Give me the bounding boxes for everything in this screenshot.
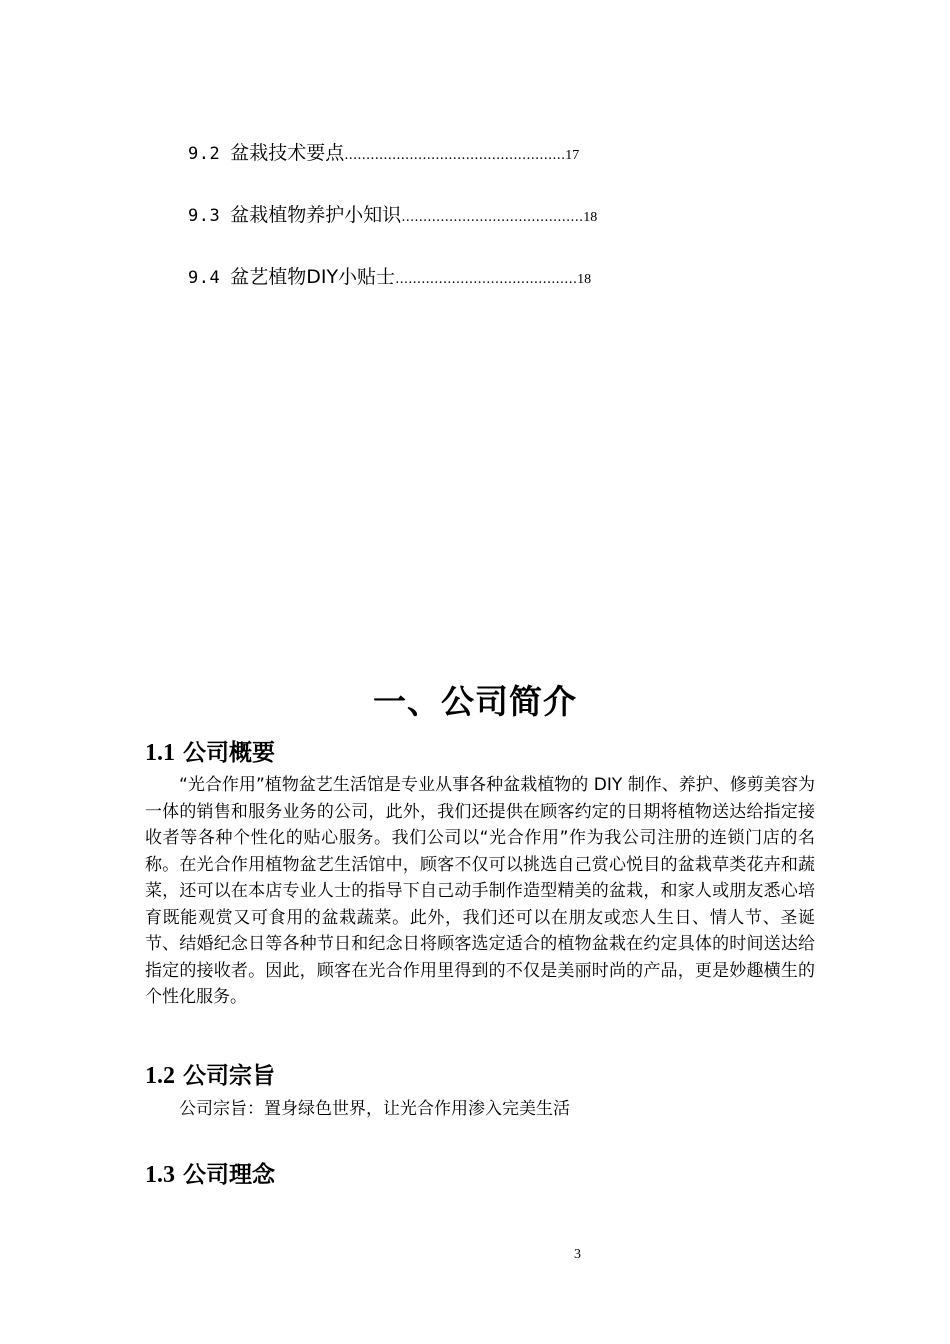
- section-title: 公司概要: [183, 740, 276, 766]
- toc-entry-title: 盆栽植物养护小知识: [230, 204, 402, 226]
- toc-entry-title: 盆艺植物DIY小贴士: [230, 266, 396, 288]
- section-heading-philosophy: [145, 1156, 275, 1189]
- page-number: 3: [574, 1247, 581, 1262]
- toc-entry-title: 盆栽技术要点: [230, 142, 345, 164]
- section-number: 1.2: [145, 1063, 175, 1089]
- toc-entry-page: 17: [565, 148, 580, 163]
- purpose-paragraph: 公司宗旨：置身绿色世界，让光合作用渗入完美生活: [179, 1099, 570, 1119]
- toc-entry-number: 9.2: [188, 144, 221, 164]
- chapter-title: 一、公司简介: [373, 682, 577, 721]
- toc-entry[interactable]: [188, 262, 708, 292]
- toc-entry[interactable]: [188, 138, 708, 168]
- toc-leader-dots: ……………………………………………: [344, 148, 566, 163]
- toc-entry-page: 18: [577, 272, 592, 287]
- section-heading-overview: [145, 734, 275, 767]
- toc-leader-dots: ……………………………………: [395, 272, 578, 287]
- overview-paragraph: “光合作用”植物盆艺生活馆是专业从事各种盆栽植物的 DIY 制作、养护、修剪美容为一体的销售和服务业务的公司，此外，我们还提供在顾客约定的日期将植物送达给指定接收者等各种个性化的贴心服务。我们公司以“光合作用”作为我公司注册的连锁门店的名称。在光合作用植物盆艺生活馆中，顾客不仅可以挑选自己赏心悦目的盆栽草类花卉和蔬菜，还可以在本店专业人士的指导下自己动手制作造型精美的盆栽，和家人或朋友悉心培育既能观赏又可食用的盆栽蔬菜。此外，我们还可以在朋友或恋人生日、情人节、圣诞节、结婚纪念日等各种节日和纪念日将顾客选定适合的植物盆栽在约定具体的时间送达给指定的接收者。因此，顾客在光合作用里得到的不仅是美丽时尚的产品，更是妙趣横生的个性化服务。: [145, 775, 815, 1007]
- section-number: 1.3: [145, 1162, 175, 1188]
- toc-entry[interactable]: [188, 200, 708, 230]
- toc-leader-dots: ……………………………………: [401, 210, 584, 225]
- section-title: 公司理念: [183, 1162, 276, 1188]
- toc-entry-page: 18: [583, 210, 598, 225]
- toc-entry-number: 9.3: [188, 206, 221, 226]
- section-heading-purpose: [145, 1057, 275, 1090]
- table-of-contents: [188, 138, 708, 324]
- toc-entry-number: 9.4: [188, 268, 221, 288]
- section-number: 1.1: [145, 740, 175, 766]
- section-title: 公司宗旨: [183, 1063, 276, 1089]
